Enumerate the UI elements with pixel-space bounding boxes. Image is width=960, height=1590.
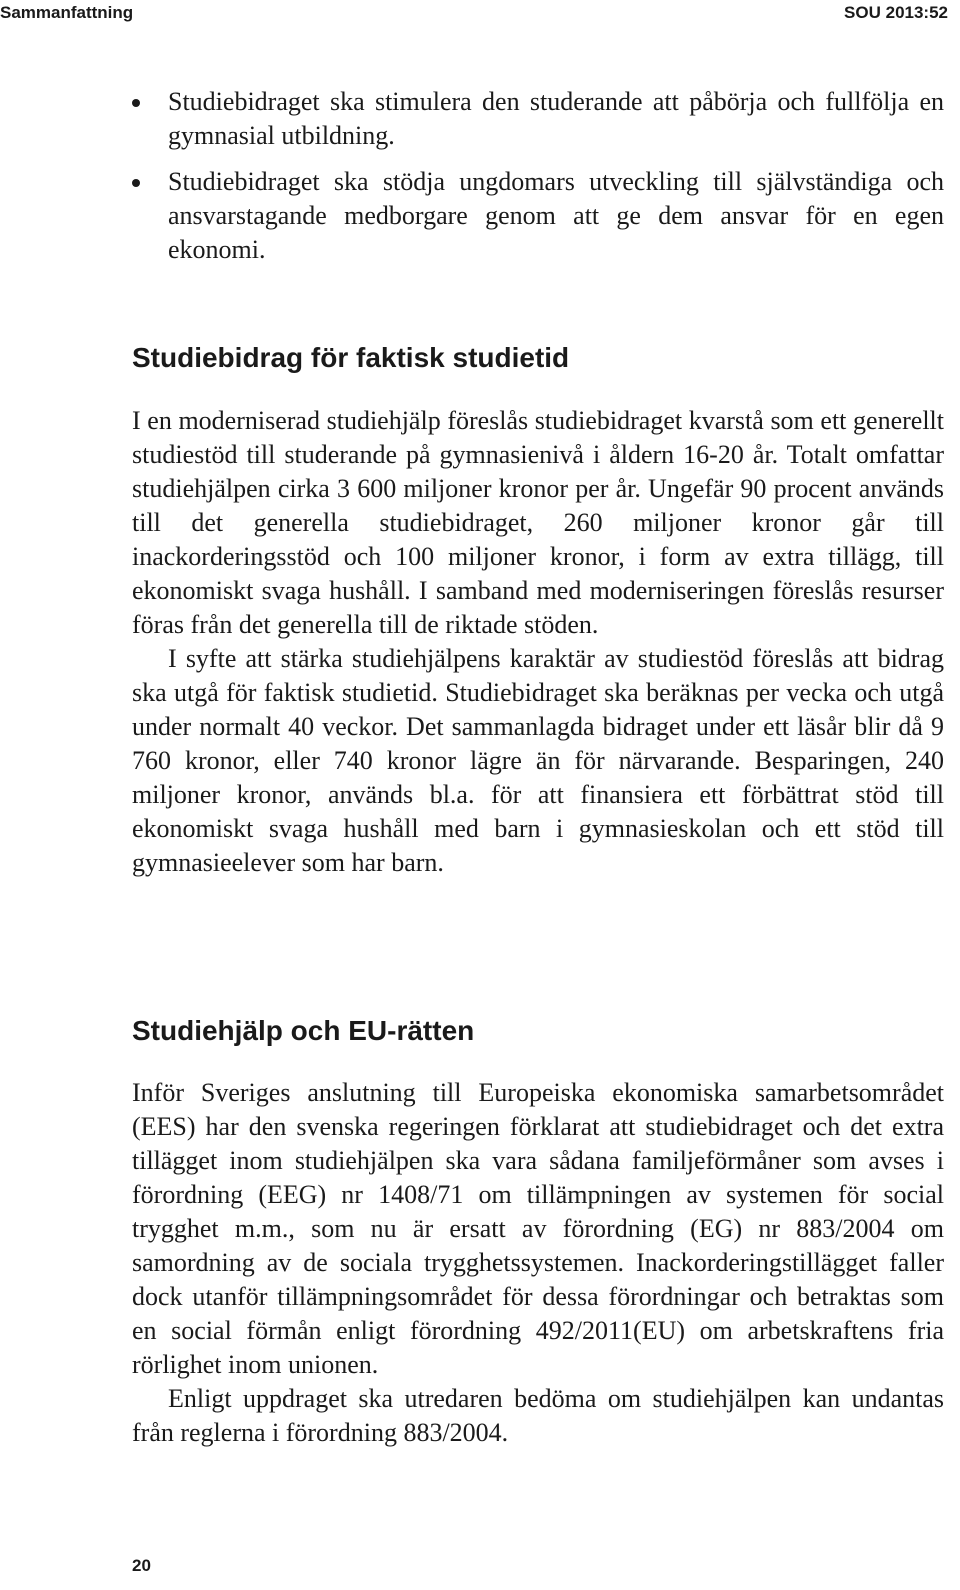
list-item (132, 165, 944, 267)
paragraph: I en moderniserad studiehjälp föreslås studiebidraget kvarstå som ett generellt studiestöd till studerande på gymnasienivå i åldern 16-20 år. Totalt omfattar studiehjälpen cirka 3 600 miljoner kronor per år. Ungefär 90 procent används till det generella studiebidraget, 260 miljoner kronor går till inackorderingsstöd och 100 miljoner kronor, i form av extra tillägg, till ekonomiskt svaga hushåll. I samband med moderniseringen föreslås resurser föras från det generella till de riktade stöden. (132, 406, 944, 639)
section-heading: Studiehjälp och EU-rätten (132, 1015, 475, 1046)
paragraph: Inför Sveriges anslutning till Europeiska ekonomiska samarbetsområdet (EES) har den svenska regeringen förklarat att studiebidraget och det extra tillägget inom studiehjälpen ska vara sådana familjeförmåner som avses i förordning (EEG) nr 1408/71 om tillämpningen av systemen för social trygghet m.m., som nu är ersatt av förordning (EG) nr 883/2004 om samordning av de sociala trygghetssystemen. Inackorderingstillägget faller dock utanför tillämpningsområdet för dessa förordningar och betraktas som en social förmån enligt förordning 492/2011(EU) om arbetskraftens fria rörlighet inom unionen. (132, 1078, 944, 1379)
page-header (0, 0, 960, 26)
bullet-icon (132, 99, 140, 107)
section-body (132, 1076, 944, 1450)
section-body (132, 404, 944, 880)
paragraph: Enligt uppdraget ska utredaren bedöma om studiehjälpen kan undantas från reglerna i förordning 883/2004. (132, 1384, 944, 1447)
paragraph: I syfte att stärka studiehjälpens karaktär av studiestöd föreslås att bidrag ska utgå för faktisk studietid. Studiebidraget ska beräknas per vecka och utgå under normalt 40 veckor. Det sammanlagda bidraget under ett läsår blir då 9 760 kronor, eller 740 kronor lägre än för närvarande. Besparingen, 240 miljoner kronor, används bl.a. för att finansiera ett förbättrat stöd till ekonomiskt svaga hushåll med barn i gymnasieskolan och ett stöd till gymnasieelever som har barn. (132, 644, 944, 877)
page-number: 20 (132, 1556, 151, 1575)
section-heading: Studiebidrag för faktisk studietid (132, 342, 570, 373)
bullet-icon (132, 179, 140, 187)
list-item (132, 85, 944, 153)
header-section-title: Sammanfattning (0, 3, 134, 22)
header-report-id: SOU 2013:52 (844, 3, 948, 22)
list-item-text: Studiebidraget ska stödja ungdomars utveckling till självständiga och ansvarstagande medborgare genom att ge dem ansvar för en egen ekonomi. (168, 167, 944, 264)
list-item-text: Studiebidraget ska stimulera den studerande att påbörja och fullfölja en gymnasial utbildning. (168, 87, 944, 150)
bullet-list (132, 85, 944, 279)
